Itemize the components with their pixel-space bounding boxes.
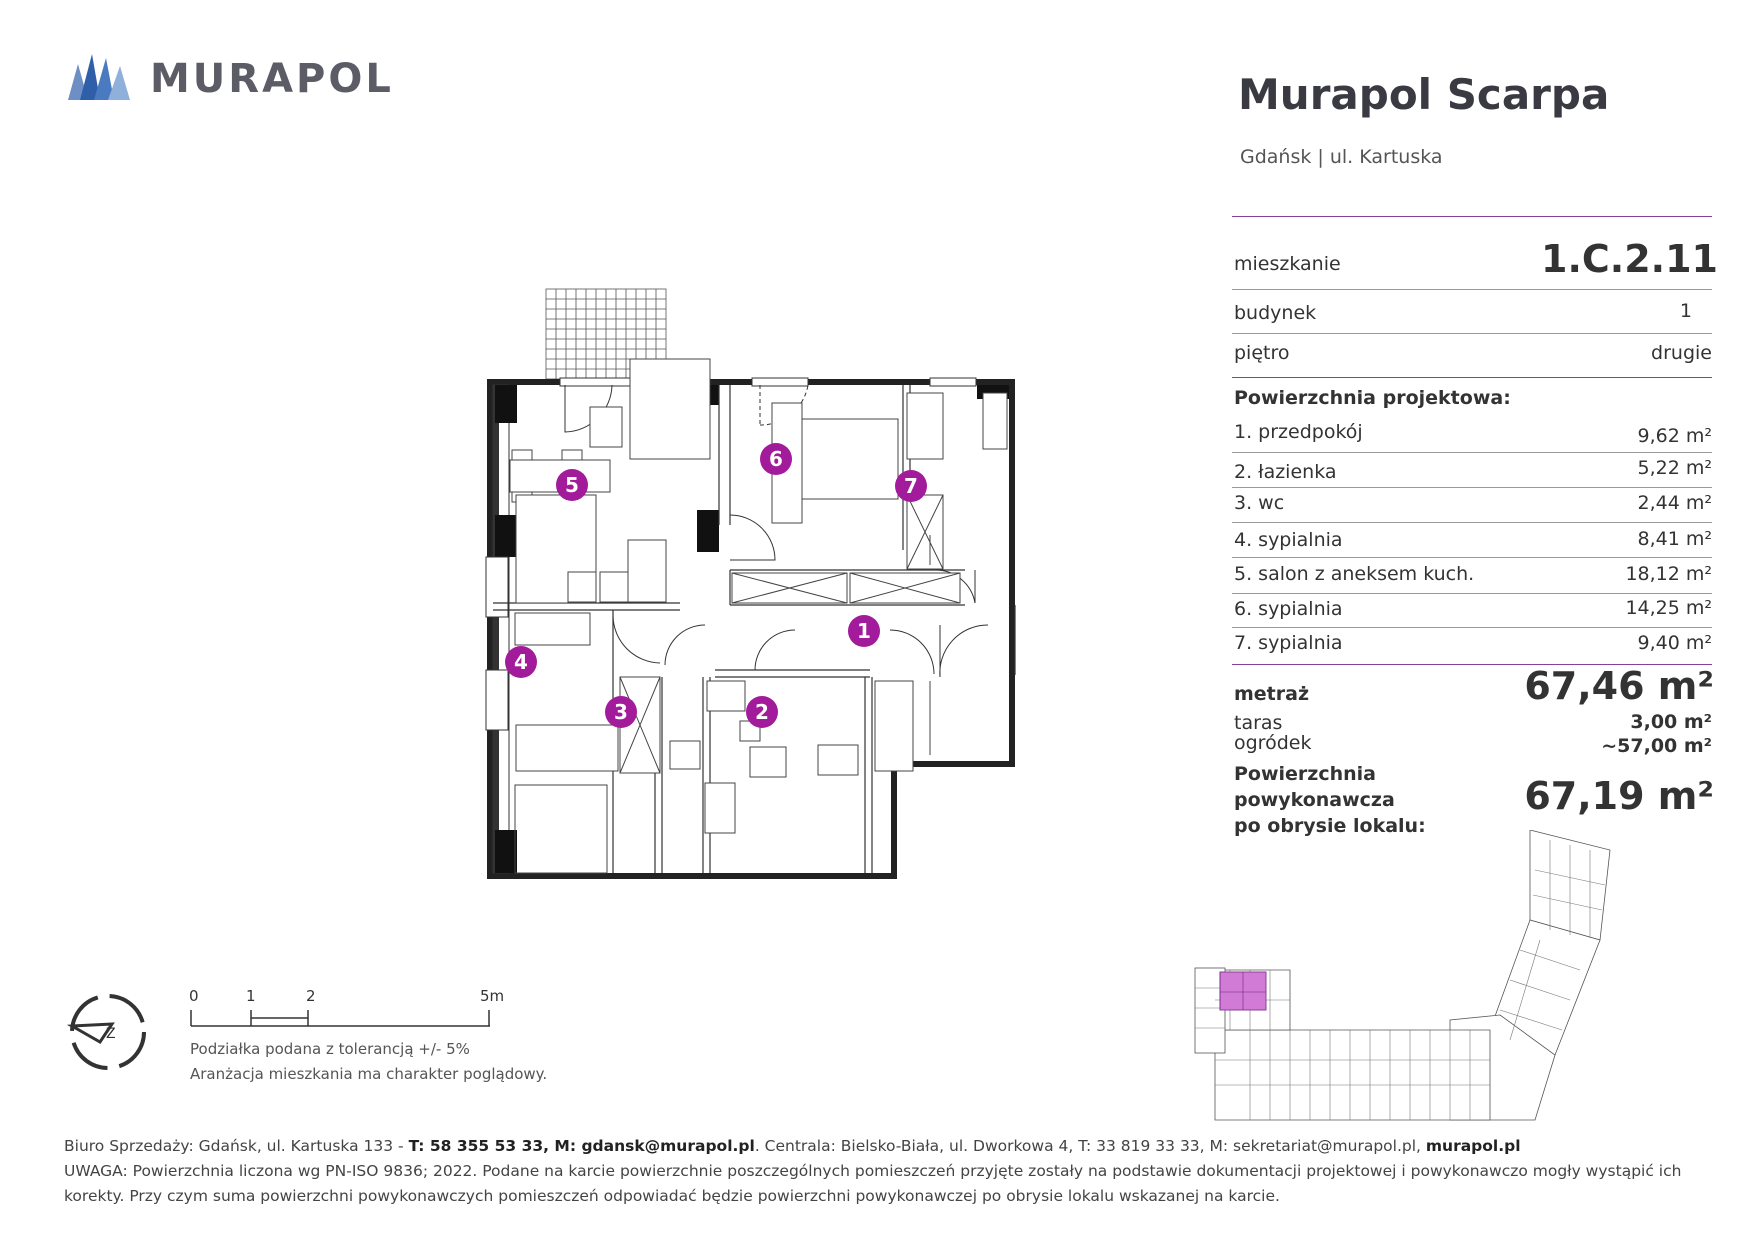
floor-plan <box>470 285 1090 885</box>
room-name: 3. wc <box>1234 492 1285 514</box>
scale-tick: 0 <box>189 987 199 1005</box>
footer-contact <box>64 1134 1521 1159</box>
room-badge-label: 5 <box>565 473 579 497</box>
room-badge-label: 1 <box>857 619 871 643</box>
asbuilt-label-1: Powierzchnia <box>1234 763 1377 785</box>
room-name: 5. salon z aneksem kuch. <box>1234 563 1475 585</box>
scale-tick: 2 <box>306 987 316 1005</box>
room-name: 2. łazienka <box>1234 461 1337 483</box>
asbuilt-area-value: 67,19 m² <box>1524 774 1714 818</box>
footer-sales-office: Biuro Sprzedaży: Gdańsk, ul. Kartuska 133 - <box>64 1137 409 1155</box>
furniture <box>510 359 1007 873</box>
site-key-plan <box>1190 830 1710 1130</box>
asbuilt-label-2: powykonawcza <box>1234 789 1395 811</box>
room-badge-label: 6 <box>769 447 783 471</box>
total-area-label: metraż <box>1234 683 1310 705</box>
footer-note-line2: korekty. Przy czym suma powierzchni powykonawczych pomieszczeń odpowiadać będzie powierzchni powykonawczej po obrysie lokalu wskazanej na karcie. <box>64 1187 1280 1205</box>
room-area: 9,40 m² <box>1637 632 1712 654</box>
footer-website-link[interactable]: murapol.pl <box>1425 1137 1521 1155</box>
divider <box>1232 452 1712 453</box>
divider <box>1232 522 1712 523</box>
room-badge-label: 4 <box>514 650 528 674</box>
divider <box>1232 216 1712 217</box>
floor-label: piętro <box>1234 342 1290 364</box>
footer-note-line1: UWAGA: Powierzchnia liczona wg PN-ISO 9836; 2022. Podane na karcie powierzchnie poszczególnych pomieszczeń przyjęte zostały na podstawie dokumentacji projektowej i powykonawczo mogły wystąpić ich <box>64 1162 1682 1180</box>
room-area: 2,44 m² <box>1637 492 1712 514</box>
room-badge-label: 3 <box>614 700 628 724</box>
divider <box>1232 627 1712 628</box>
svg-text:Z: Z <box>106 1026 116 1042</box>
scale-tick: 5m <box>480 987 505 1005</box>
compass-icon <box>66 990 150 1074</box>
total-area-value: 67,46 m² <box>1524 664 1714 708</box>
divider <box>1232 289 1712 290</box>
footer-headquarters: . Centrala: Bielsko-Biała, ul. Dworkowa 4, T: 33 819 33 33, M: sekretariat@murapol.pl, <box>754 1137 1426 1155</box>
divider <box>1232 487 1712 488</box>
room-name: 1. przedpokój <box>1234 421 1363 443</box>
room-badge-label: 2 <box>755 700 769 724</box>
divider <box>1232 377 1712 378</box>
terrace-value: 3,00 m² <box>1630 711 1712 733</box>
room-name: 6. sypialnia <box>1234 598 1343 620</box>
room-area: 14,25 m² <box>1625 597 1712 619</box>
room-name: 4. sypialnia <box>1234 529 1343 551</box>
building-label: budynek <box>1234 302 1317 324</box>
room-area: 5,22 m² <box>1637 457 1712 479</box>
apartment-label: mieszkanie <box>1234 253 1341 275</box>
scale-bar <box>190 1008 490 1028</box>
room-area: 9,62 m² <box>1637 425 1712 447</box>
project-title: Murapol Scarpa <box>1238 70 1610 119</box>
garden-label: ogródek <box>1234 732 1312 754</box>
apartment-id: 1.C.2.11 <box>1541 237 1718 281</box>
scale-note: Podziałka podana z tolerancją +/- 5% <box>190 1040 470 1058</box>
room-name: 7. sypialnia <box>1234 632 1343 654</box>
building-value: 1 <box>1679 300 1692 322</box>
room-badge-label: 7 <box>904 474 918 498</box>
rooms-heading: Powierzchnia projektowa: <box>1234 387 1511 409</box>
terrace-label: taras <box>1234 712 1283 734</box>
brand-wordmark: MURAPOL <box>150 56 394 102</box>
divider <box>1232 333 1712 334</box>
scale-tick: 1 <box>246 987 256 1005</box>
garden-value: ~57,00 m² <box>1601 735 1712 757</box>
room-area: 8,41 m² <box>1637 528 1712 550</box>
murapol-logo-icon <box>68 54 130 100</box>
footer-phone-email[interactable]: T: 58 355 53 33, M: gdansk@murapol.pl <box>408 1137 755 1155</box>
floor-value: drugie <box>1651 342 1712 364</box>
asbuilt-label-3: po obrysie lokalu: <box>1234 815 1426 837</box>
project-location: Gdańsk | ul. Kartuska <box>1240 146 1443 168</box>
room-area: 18,12 m² <box>1625 563 1712 585</box>
divider <box>1232 557 1712 558</box>
arrangement-note: Aranżacja mieszkania ma charakter poglądowy. <box>190 1065 548 1083</box>
divider <box>1232 593 1712 594</box>
